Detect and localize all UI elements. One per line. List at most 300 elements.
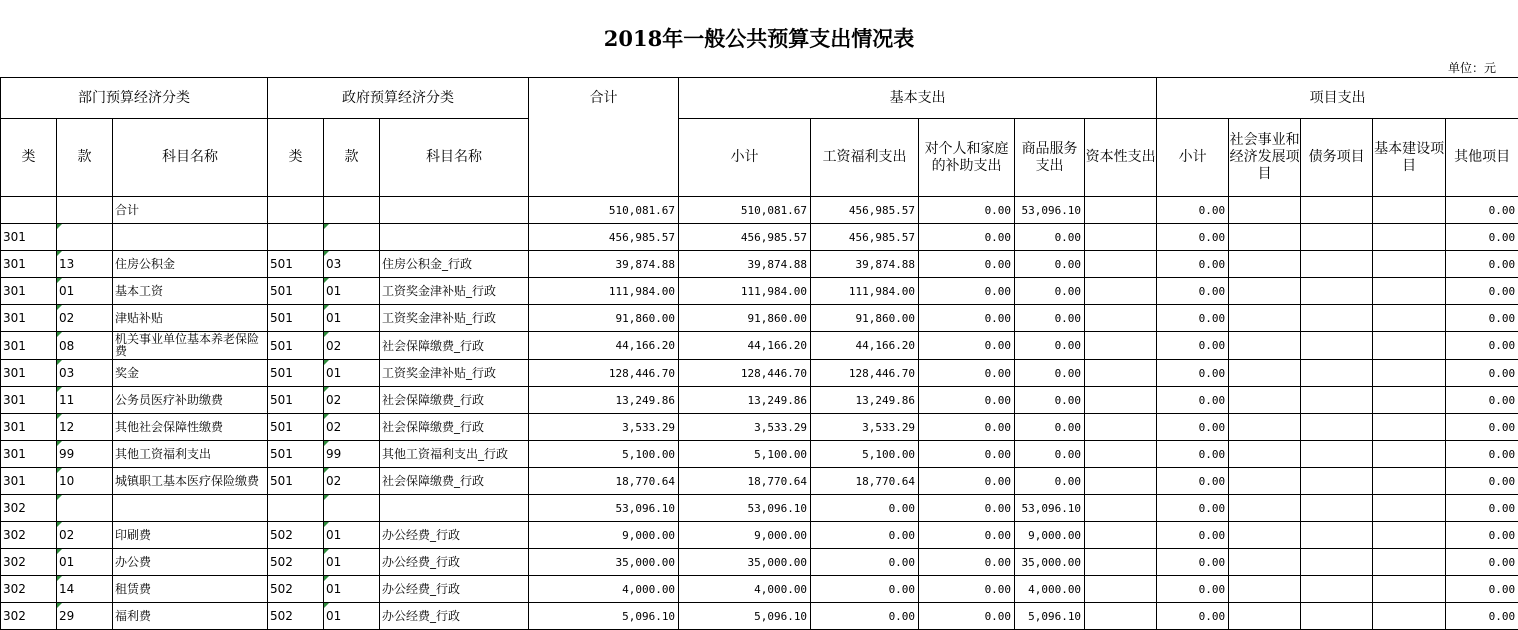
table-row xyxy=(1,251,1518,278)
cell-total: 5,096.10 xyxy=(529,603,679,630)
cell-dept-lei: 302 xyxy=(1,603,57,630)
cell-dept-subject: 津贴补贴 xyxy=(113,305,268,332)
header-personal: 对个人和家庭的补助支出 xyxy=(919,119,1015,197)
cell-personal: 0.00 xyxy=(919,576,1015,603)
cell-infra xyxy=(1373,414,1446,441)
cell-dept-subject: 办公费 xyxy=(113,549,268,576)
header-total: 合计 xyxy=(529,78,679,197)
cell-wages: 0.00 xyxy=(811,495,919,522)
cell-total: 4,000.00 xyxy=(529,576,679,603)
table-row xyxy=(1,224,1518,251)
cell-dept-kuan xyxy=(57,197,113,224)
cell-total: 3,533.29 xyxy=(529,414,679,441)
cell-gov-lei: 501 xyxy=(268,468,324,495)
table-row xyxy=(1,387,1518,414)
cell-dept-subject: 城镇职工基本医疗保险缴费 xyxy=(113,468,268,495)
cell-other: 0.00 xyxy=(1446,495,1518,522)
cell-infra xyxy=(1373,387,1446,414)
cell-social xyxy=(1229,360,1301,387)
cell-dept-lei: 302 xyxy=(1,495,57,522)
cell-gov-lei xyxy=(268,197,324,224)
cell-gov-lei: 501 xyxy=(268,251,324,278)
cell-basic-subtotal: 4,000.00 xyxy=(679,576,811,603)
header-project-group: 项目支出 xyxy=(1157,78,1518,119)
cell-dept-subject: 住房公积金 xyxy=(113,251,268,278)
cell-gov-lei: 502 xyxy=(268,576,324,603)
cell-project-subtotal: 0.00 xyxy=(1157,251,1229,278)
table-row xyxy=(1,549,1518,576)
cell-goods: 35,000.00 xyxy=(1015,549,1085,576)
cell-total: 510,081.67 xyxy=(529,197,679,224)
cell-gov-lei: 502 xyxy=(268,522,324,549)
cell-other: 0.00 xyxy=(1446,549,1518,576)
cell-project-subtotal: 0.00 xyxy=(1157,305,1229,332)
cell-goods: 0.00 xyxy=(1015,468,1085,495)
header-dept-subject: 科目名称 xyxy=(113,119,268,197)
cell-gov-lei xyxy=(268,224,324,251)
cell-dept-kuan: 99 xyxy=(57,441,113,468)
cell-social xyxy=(1229,495,1301,522)
cell-dept-kuan: 03 xyxy=(57,360,113,387)
cell-wages: 456,985.57 xyxy=(811,224,919,251)
cell-other: 0.00 xyxy=(1446,251,1518,278)
cell-gov-subject: 其他工资福利支出_行政 xyxy=(380,441,529,468)
cell-social xyxy=(1229,197,1301,224)
cell-dept-kuan: 11 xyxy=(57,387,113,414)
cell-social xyxy=(1229,414,1301,441)
cell-wages: 13,249.86 xyxy=(811,387,919,414)
cell-personal: 0.00 xyxy=(919,224,1015,251)
cell-social xyxy=(1229,576,1301,603)
cell-gov-kuan: 99 xyxy=(324,441,380,468)
cell-debt xyxy=(1301,414,1373,441)
cell-gov-lei xyxy=(268,495,324,522)
cell-gov-lei: 501 xyxy=(268,278,324,305)
cell-dept-lei: 301 xyxy=(1,278,57,305)
cell-other: 0.00 xyxy=(1446,387,1518,414)
cell-gov-subject: 工资奖金津补贴_行政 xyxy=(380,305,529,332)
cell-dept-subject: 合计 xyxy=(113,197,268,224)
cell-project-subtotal: 0.00 xyxy=(1157,197,1229,224)
cell-personal: 0.00 xyxy=(919,414,1015,441)
cell-gov-subject: 办公经费_行政 xyxy=(380,549,529,576)
cell-gov-subject: 社会保障缴费_行政 xyxy=(380,387,529,414)
cell-debt xyxy=(1301,468,1373,495)
cell-dept-kuan: 08 xyxy=(57,332,113,360)
cell-total: 18,770.64 xyxy=(529,468,679,495)
cell-wages: 3,533.29 xyxy=(811,414,919,441)
cell-project-subtotal: 0.00 xyxy=(1157,414,1229,441)
cell-debt xyxy=(1301,441,1373,468)
cell-wages: 18,770.64 xyxy=(811,468,919,495)
cell-gov-lei: 501 xyxy=(268,305,324,332)
header-gov-group: 政府预算经济分类 xyxy=(268,78,529,119)
cell-dept-subject: 基本工资 xyxy=(113,278,268,305)
cell-gov-subject: 办公经费_行政 xyxy=(380,603,529,630)
cell-gov-subject: 工资奖金津补贴_行政 xyxy=(380,360,529,387)
cell-total: 111,984.00 xyxy=(529,278,679,305)
cell-capital xyxy=(1085,441,1157,468)
cell-gov-kuan: 01 xyxy=(324,305,380,332)
cell-goods: 0.00 xyxy=(1015,441,1085,468)
cell-infra xyxy=(1373,305,1446,332)
cell-wages: 44,166.20 xyxy=(811,332,919,360)
cell-basic-subtotal: 39,874.88 xyxy=(679,251,811,278)
cell-personal: 0.00 xyxy=(919,251,1015,278)
cell-social xyxy=(1229,468,1301,495)
cell-wages: 0.00 xyxy=(811,576,919,603)
cell-personal: 0.00 xyxy=(919,441,1015,468)
cell-dept-lei: 301 xyxy=(1,224,57,251)
cell-debt xyxy=(1301,549,1373,576)
cell-dept-lei: 301 xyxy=(1,305,57,332)
cell-infra xyxy=(1373,522,1446,549)
cell-dept-kuan: 29 xyxy=(57,603,113,630)
cell-dept-kuan xyxy=(57,224,113,251)
header-other: 其他项目 xyxy=(1446,119,1518,197)
cell-basic-subtotal: 510,081.67 xyxy=(679,197,811,224)
cell-dept-lei: 301 xyxy=(1,468,57,495)
cell-debt xyxy=(1301,576,1373,603)
cell-total: 456,985.57 xyxy=(529,224,679,251)
cell-gov-subject xyxy=(380,197,529,224)
cell-dept-lei: 301 xyxy=(1,414,57,441)
cell-dept-lei xyxy=(1,197,57,224)
cell-gov-subject: 社会保障缴费_行政 xyxy=(380,468,529,495)
cell-project-subtotal: 0.00 xyxy=(1157,603,1229,630)
cell-basic-subtotal: 456,985.57 xyxy=(679,224,811,251)
cell-basic-subtotal: 5,096.10 xyxy=(679,603,811,630)
header-debt: 债务项目 xyxy=(1301,119,1373,197)
cell-dept-subject xyxy=(113,495,268,522)
cell-other: 0.00 xyxy=(1446,603,1518,630)
cell-basic-subtotal: 18,770.64 xyxy=(679,468,811,495)
cell-basic-subtotal: 44,166.20 xyxy=(679,332,811,360)
cell-dept-lei: 302 xyxy=(1,522,57,549)
cell-debt xyxy=(1301,305,1373,332)
cell-gov-lei: 501 xyxy=(268,360,324,387)
cell-other: 0.00 xyxy=(1446,468,1518,495)
header-infra: 基本建设项目 xyxy=(1373,119,1446,197)
cell-infra xyxy=(1373,576,1446,603)
cell-capital xyxy=(1085,495,1157,522)
table-row xyxy=(1,522,1518,549)
cell-infra xyxy=(1373,603,1446,630)
cell-dept-lei: 301 xyxy=(1,441,57,468)
cell-other: 0.00 xyxy=(1446,576,1518,603)
cell-dept-kuan: 02 xyxy=(57,522,113,549)
cell-project-subtotal: 0.00 xyxy=(1157,332,1229,360)
cell-dept-lei: 301 xyxy=(1,251,57,278)
cell-debt xyxy=(1301,251,1373,278)
cell-dept-kuan: 01 xyxy=(57,549,113,576)
cell-dept-subject: 其他工资福利支出 xyxy=(113,441,268,468)
header-basic-group: 基本支出 xyxy=(679,78,1157,119)
cell-gov-kuan xyxy=(324,224,380,251)
cell-personal: 0.00 xyxy=(919,360,1015,387)
cell-capital xyxy=(1085,603,1157,630)
cell-personal: 0.00 xyxy=(919,332,1015,360)
cell-dept-lei: 302 xyxy=(1,576,57,603)
cell-goods: 53,096.10 xyxy=(1015,495,1085,522)
cell-debt xyxy=(1301,387,1373,414)
cell-project-subtotal: 0.00 xyxy=(1157,549,1229,576)
cell-wages: 111,984.00 xyxy=(811,278,919,305)
cell-infra xyxy=(1373,224,1446,251)
header-capital: 资本性支出 xyxy=(1085,119,1157,197)
cell-capital xyxy=(1085,468,1157,495)
cell-wages: 0.00 xyxy=(811,549,919,576)
cell-capital xyxy=(1085,360,1157,387)
cell-gov-subject: 住房公积金_行政 xyxy=(380,251,529,278)
cell-infra xyxy=(1373,468,1446,495)
cell-other: 0.00 xyxy=(1446,332,1518,360)
cell-gov-subject: 办公经费_行政 xyxy=(380,522,529,549)
cell-capital xyxy=(1085,332,1157,360)
cell-goods: 0.00 xyxy=(1015,305,1085,332)
cell-social xyxy=(1229,305,1301,332)
cell-personal: 0.00 xyxy=(919,495,1015,522)
cell-dept-subject: 福利费 xyxy=(113,603,268,630)
cell-social xyxy=(1229,441,1301,468)
cell-other: 0.00 xyxy=(1446,441,1518,468)
cell-personal: 0.00 xyxy=(919,468,1015,495)
cell-wages: 0.00 xyxy=(811,522,919,549)
cell-other: 0.00 xyxy=(1446,278,1518,305)
header-gov-lei: 类 xyxy=(268,119,324,197)
cell-wages: 39,874.88 xyxy=(811,251,919,278)
table-row xyxy=(1,278,1518,305)
cell-dept-lei: 301 xyxy=(1,332,57,360)
cell-dept-kuan: 13 xyxy=(57,251,113,278)
cell-goods: 0.00 xyxy=(1015,332,1085,360)
cell-debt xyxy=(1301,224,1373,251)
cell-basic-subtotal: 128,446.70 xyxy=(679,360,811,387)
cell-basic-subtotal: 5,100.00 xyxy=(679,441,811,468)
cell-capital xyxy=(1085,224,1157,251)
cell-gov-lei: 502 xyxy=(268,549,324,576)
cell-wages: 128,446.70 xyxy=(811,360,919,387)
header-social: 社会事业和经济发展项目 xyxy=(1229,119,1301,197)
cell-total: 35,000.00 xyxy=(529,549,679,576)
cell-project-subtotal: 0.00 xyxy=(1157,224,1229,251)
table-row xyxy=(1,332,1518,360)
cell-goods: 4,000.00 xyxy=(1015,576,1085,603)
cell-dept-kuan: 14 xyxy=(57,576,113,603)
cell-goods: 0.00 xyxy=(1015,278,1085,305)
cell-social xyxy=(1229,522,1301,549)
cell-total: 39,874.88 xyxy=(529,251,679,278)
cell-dept-kuan: 01 xyxy=(57,278,113,305)
cell-other: 0.00 xyxy=(1446,522,1518,549)
cell-goods: 0.00 xyxy=(1015,387,1085,414)
table-row xyxy=(1,495,1518,522)
header-gov-kuan: 款 xyxy=(324,119,380,197)
table-row xyxy=(1,576,1518,603)
cell-personal: 0.00 xyxy=(919,305,1015,332)
cell-social xyxy=(1229,224,1301,251)
cell-dept-subject: 奖金 xyxy=(113,360,268,387)
cell-debt xyxy=(1301,197,1373,224)
cell-gov-subject xyxy=(380,224,529,251)
cell-project-subtotal: 0.00 xyxy=(1157,468,1229,495)
cell-infra xyxy=(1373,549,1446,576)
cell-personal: 0.00 xyxy=(919,522,1015,549)
cell-dept-lei: 301 xyxy=(1,387,57,414)
cell-dept-lei: 301 xyxy=(1,360,57,387)
header-goods: 商品服务支出 xyxy=(1015,119,1085,197)
cell-gov-subject: 社会保障缴费_行政 xyxy=(380,414,529,441)
cell-personal: 0.00 xyxy=(919,278,1015,305)
cell-total: 53,096.10 xyxy=(529,495,679,522)
header-basic-subtotal: 小计 xyxy=(679,119,811,197)
table-row xyxy=(1,441,1518,468)
cell-total: 91,860.00 xyxy=(529,305,679,332)
cell-social xyxy=(1229,278,1301,305)
header-dept-kuan: 款 xyxy=(57,119,113,197)
cell-capital xyxy=(1085,197,1157,224)
cell-social xyxy=(1229,549,1301,576)
cell-basic-subtotal: 53,096.10 xyxy=(679,495,811,522)
cell-capital xyxy=(1085,278,1157,305)
cell-gov-lei: 501 xyxy=(268,441,324,468)
cell-goods: 9,000.00 xyxy=(1015,522,1085,549)
cell-basic-subtotal: 3,533.29 xyxy=(679,414,811,441)
cell-capital xyxy=(1085,387,1157,414)
cell-personal: 0.00 xyxy=(919,197,1015,224)
cell-dept-kuan xyxy=(57,495,113,522)
table-row xyxy=(1,197,1518,224)
cell-gov-kuan: 01 xyxy=(324,278,380,305)
cell-gov-lei: 501 xyxy=(268,414,324,441)
cell-infra xyxy=(1373,332,1446,360)
cell-other: 0.00 xyxy=(1446,414,1518,441)
cell-social xyxy=(1229,603,1301,630)
cell-goods: 53,096.10 xyxy=(1015,197,1085,224)
table-row xyxy=(1,603,1518,630)
cell-gov-kuan: 02 xyxy=(324,414,380,441)
cell-goods: 0.00 xyxy=(1015,414,1085,441)
cell-project-subtotal: 0.00 xyxy=(1157,495,1229,522)
cell-other: 0.00 xyxy=(1446,360,1518,387)
cell-personal: 0.00 xyxy=(919,603,1015,630)
cell-dept-subject: 其他社会保障性缴费 xyxy=(113,414,268,441)
cell-infra xyxy=(1373,360,1446,387)
cell-infra xyxy=(1373,278,1446,305)
cell-personal: 0.00 xyxy=(919,549,1015,576)
cell-project-subtotal: 0.00 xyxy=(1157,360,1229,387)
cell-debt xyxy=(1301,332,1373,360)
cell-gov-kuan xyxy=(324,495,380,522)
cell-basic-subtotal: 13,249.86 xyxy=(679,387,811,414)
cell-gov-lei: 502 xyxy=(268,603,324,630)
cell-gov-kuan: 03 xyxy=(324,251,380,278)
cell-gov-kuan: 02 xyxy=(324,468,380,495)
cell-wages: 456,985.57 xyxy=(811,197,919,224)
cell-gov-subject xyxy=(380,495,529,522)
cell-gov-kuan: 01 xyxy=(324,360,380,387)
cell-social xyxy=(1229,251,1301,278)
budget-table xyxy=(0,77,1518,630)
cell-infra xyxy=(1373,197,1446,224)
cell-dept-subject: 印刷费 xyxy=(113,522,268,549)
cell-capital xyxy=(1085,414,1157,441)
cell-gov-kuan xyxy=(324,197,380,224)
cell-gov-subject: 办公经费_行政 xyxy=(380,576,529,603)
cell-gov-kuan: 01 xyxy=(324,603,380,630)
cell-basic-subtotal: 111,984.00 xyxy=(679,278,811,305)
cell-project-subtotal: 0.00 xyxy=(1157,576,1229,603)
table-row xyxy=(1,468,1518,495)
cell-gov-kuan: 01 xyxy=(324,576,380,603)
page-title: 2018年一般公共预算支出情况表 xyxy=(603,26,915,51)
header-gov-subject: 科目名称 xyxy=(380,119,529,197)
cell-personal: 0.00 xyxy=(919,387,1015,414)
cell-basic-subtotal: 35,000.00 xyxy=(679,549,811,576)
cell-dept-subject: 公务员医疗补助缴费 xyxy=(113,387,268,414)
cell-wages: 5,100.00 xyxy=(811,441,919,468)
cell-total: 9,000.00 xyxy=(529,522,679,549)
table-row xyxy=(1,414,1518,441)
cell-project-subtotal: 0.00 xyxy=(1157,278,1229,305)
cell-other: 0.00 xyxy=(1446,197,1518,224)
cell-other: 0.00 xyxy=(1446,224,1518,251)
unit-label: 单位：元 xyxy=(1447,61,1496,75)
cell-gov-lei: 501 xyxy=(268,387,324,414)
cell-project-subtotal: 0.00 xyxy=(1157,387,1229,414)
cell-wages: 91,860.00 xyxy=(811,305,919,332)
header-wages: 工资福利支出 xyxy=(811,119,919,197)
cell-wages: 0.00 xyxy=(811,603,919,630)
cell-dept-kuan: 02 xyxy=(57,305,113,332)
cell-debt xyxy=(1301,522,1373,549)
cell-dept-subject: 机关事业单位基本养老保险费 xyxy=(113,332,268,360)
cell-gov-kuan: 01 xyxy=(324,549,380,576)
cell-project-subtotal: 0.00 xyxy=(1157,522,1229,549)
cell-total: 44,166.20 xyxy=(529,332,679,360)
table-row xyxy=(1,305,1518,332)
cell-debt xyxy=(1301,360,1373,387)
cell-gov-kuan: 02 xyxy=(324,332,380,360)
cell-dept-subject: 租赁费 xyxy=(113,576,268,603)
cell-debt xyxy=(1301,603,1373,630)
cell-dept-subject xyxy=(113,224,268,251)
cell-infra xyxy=(1373,495,1446,522)
cell-debt xyxy=(1301,278,1373,305)
cell-capital xyxy=(1085,251,1157,278)
cell-goods: 0.00 xyxy=(1015,251,1085,278)
cell-goods: 0.00 xyxy=(1015,360,1085,387)
header-dept-group: 部门预算经济分类 xyxy=(1,78,268,119)
cell-gov-subject: 社会保障缴费_行政 xyxy=(380,332,529,360)
cell-gov-lei: 501 xyxy=(268,332,324,360)
cell-goods: 5,096.10 xyxy=(1015,603,1085,630)
cell-capital xyxy=(1085,522,1157,549)
cell-capital xyxy=(1085,576,1157,603)
cell-other: 0.00 xyxy=(1446,305,1518,332)
cell-gov-kuan: 01 xyxy=(324,522,380,549)
cell-social xyxy=(1229,332,1301,360)
header-dept-lei: 类 xyxy=(1,119,57,197)
cell-total: 128,446.70 xyxy=(529,360,679,387)
cell-basic-subtotal: 9,000.00 xyxy=(679,522,811,549)
cell-basic-subtotal: 91,860.00 xyxy=(679,305,811,332)
cell-dept-kuan: 12 xyxy=(57,414,113,441)
cell-debt xyxy=(1301,495,1373,522)
cell-total: 13,249.86 xyxy=(529,387,679,414)
cell-dept-kuan: 10 xyxy=(57,468,113,495)
cell-gov-kuan: 02 xyxy=(324,387,380,414)
